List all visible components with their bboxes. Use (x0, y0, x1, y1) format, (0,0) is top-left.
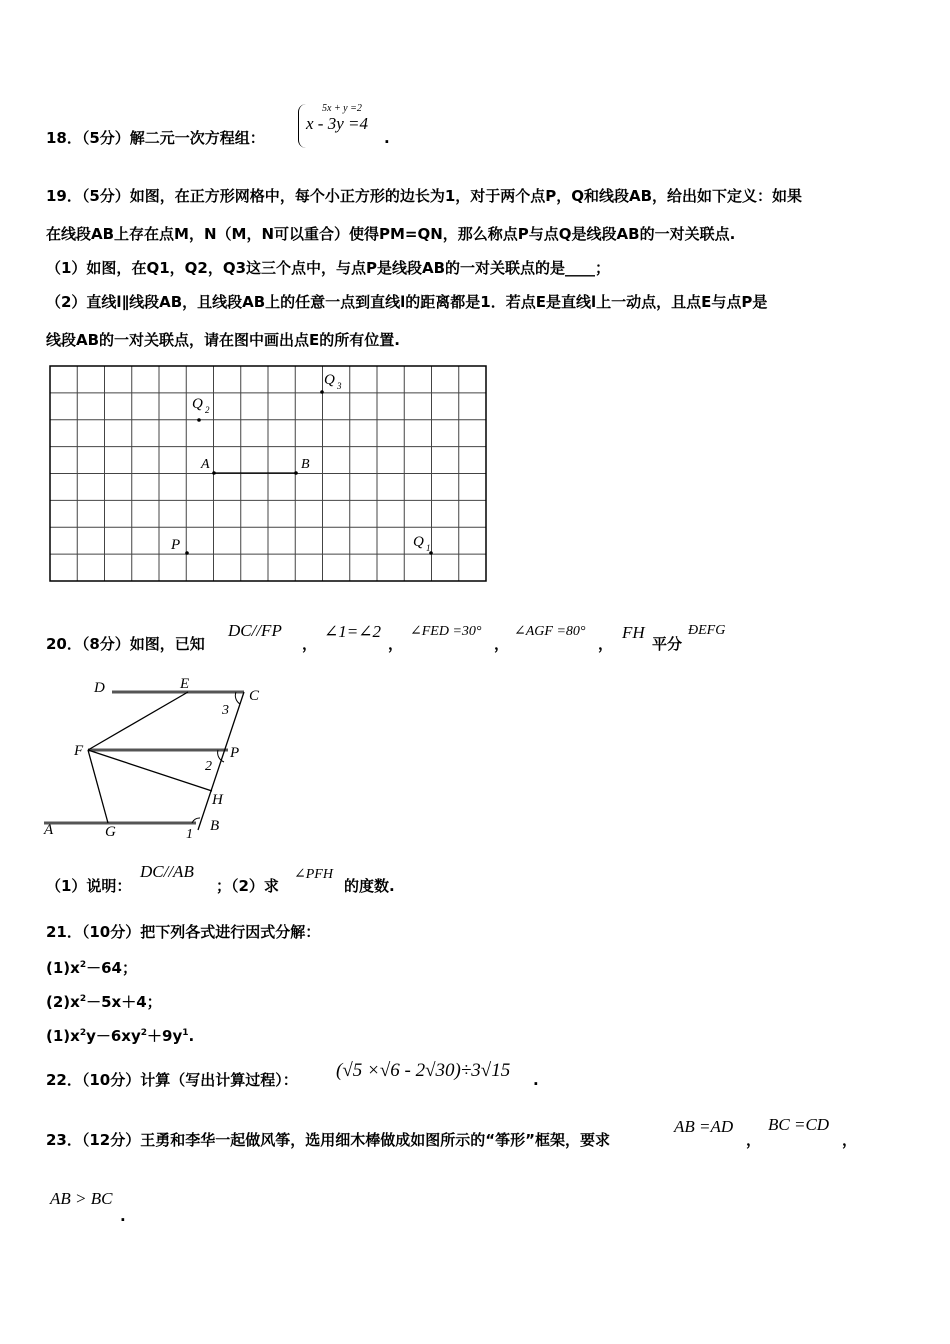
label-g: G (105, 824, 116, 840)
label-f: F (74, 743, 84, 759)
q23-cond3: AB > BC (50, 1189, 113, 1208)
label-1: 1 (186, 827, 193, 842)
label-a: A (201, 457, 210, 472)
angle-3-arc (235, 692, 240, 704)
q20-cond4: ∠AGF =80° (514, 624, 586, 639)
q21-e3d: . (188, 1027, 195, 1045)
q22-suffix: . (533, 1071, 539, 1089)
q21-expr2 (46, 989, 162, 1012)
q19-line5: 线段AB的一对关联点，请在图中画出点E的所有位置. (46, 331, 400, 349)
q21-e2: (2)x (46, 993, 80, 1011)
label-q1: Q (413, 534, 424, 550)
label-p: P (171, 537, 181, 553)
q20-cond6: ÐEFG (688, 623, 726, 638)
q18-prefix: 18．（5分）解二元一次方程组： (46, 129, 265, 147)
q21-e3b: y－6xy (86, 1027, 141, 1045)
q23-prefix: 23．（12分）王勇和李华一起做风筝，选用细木棒做成如图所示的“筝形”框架，要求 (46, 1131, 610, 1149)
q21-e3-sup3: 1 (182, 1028, 189, 1038)
label-c: C (249, 688, 260, 704)
q20-part2-suffix: 的度数. (344, 877, 395, 895)
label-q3-sub: 3 (337, 381, 342, 391)
line-fe (88, 692, 188, 750)
label-a: A (44, 822, 54, 838)
q20-cond5: FH (622, 623, 645, 642)
q19-line2: 在线段AB上存在点M，N（M，N可以重合）使得PM=QN，那么称点P与点Q是线段AB的一对关联点. (46, 225, 736, 243)
q21-e2-rest: －5x＋4； (86, 993, 162, 1011)
label-q1-sub: 1 (426, 543, 431, 553)
q23-cond1: AB =AD (674, 1117, 734, 1136)
point-b (294, 471, 298, 475)
q20-prefix: 20．（8分）如图，已知 (46, 635, 205, 653)
q21-expr3 (46, 1023, 194, 1046)
label-p: P (230, 745, 240, 761)
q21-e1-sup: 2 (79, 960, 87, 970)
label-d: D (94, 680, 105, 696)
q19-line3: （1）如图，在Q1，Q2，Q3这三个点中，与点P是线段AB的一对关联点的是____； (46, 259, 611, 277)
label-h: H (212, 792, 223, 808)
q20-pingfen: 平分 (652, 635, 683, 653)
q21-e3-sup1: 2 (79, 1028, 87, 1038)
q22-prefix: 22．（10分）计算（写出计算过程）： (46, 1071, 298, 1089)
q21-e2-sup: 2 (79, 994, 87, 1004)
q18-equation-2: x - 3y =4 (306, 114, 368, 133)
label-b: B (301, 457, 310, 472)
label-b: B (210, 818, 220, 834)
q20-part1-expr: DC//AB (140, 862, 194, 881)
grid-figure (0, 0, 950, 600)
q18-equation-1: 5x + y =2 (322, 103, 362, 114)
q20-sep4: ， (598, 635, 614, 653)
q23-cond2: BC =CD (768, 1115, 830, 1134)
line-fg (88, 750, 108, 823)
q23-sep1: ， (746, 1131, 762, 1149)
q21-title: 21．（10分）把下列各式进行因式分解： (46, 923, 321, 941)
point-q2 (197, 418, 201, 422)
q20-cond3: ∠FED =30° (410, 624, 482, 639)
q21-expr1 (46, 955, 137, 978)
q22-expr: (√5 ×√6 - 2√30)÷3√15 (336, 1060, 511, 1081)
q20-sep1: ， (302, 635, 318, 653)
label-q3: Q (324, 372, 335, 388)
line-fh (88, 750, 212, 791)
q19-line1: 19．（5分）如图，在正方形网格中，每个小正方形的边长为1，对于两个点P，Q和线段AB，给出如下定义：如果 (46, 187, 803, 205)
label-2: 2 (205, 759, 212, 774)
q21-e1: (1)x (46, 959, 80, 977)
q20-part1: （1）说明： (46, 877, 132, 895)
label-q2-sub: 2 (205, 405, 210, 415)
point-p (185, 551, 189, 555)
q21-e3c: ＋9y (147, 1027, 183, 1045)
q23-sep2: ， (842, 1131, 858, 1149)
q21-e3-sup2: 2 (140, 1028, 148, 1038)
figure-20 (0, 660, 300, 850)
q20-sep3: ， (494, 635, 510, 653)
q19-line4: （2）直线l∥线段AB，且线段AB上的任意一点到直线l的距离都是1．若点E是直线l上一动点，且点E与点P是 (46, 293, 768, 311)
q20-cond2: ∠1=∠2 (324, 622, 381, 641)
q21-e3a: (1)x (46, 1027, 80, 1045)
label-3: 3 (222, 703, 229, 718)
q20-part2-expr: ∠PFH (294, 867, 333, 882)
q20-part2: ；（2）求 (216, 877, 279, 895)
point-q3 (320, 390, 324, 394)
label-q2: Q (192, 396, 203, 412)
q21-e1-rest: －64； (86, 959, 137, 977)
q23-suffix: . (120, 1207, 126, 1225)
q20-sep2: ， (388, 635, 404, 653)
point-a (212, 471, 216, 475)
label-e: E (180, 676, 190, 692)
q18-suffix: . (384, 129, 390, 147)
q20-cond1: DC//FP (228, 621, 282, 640)
